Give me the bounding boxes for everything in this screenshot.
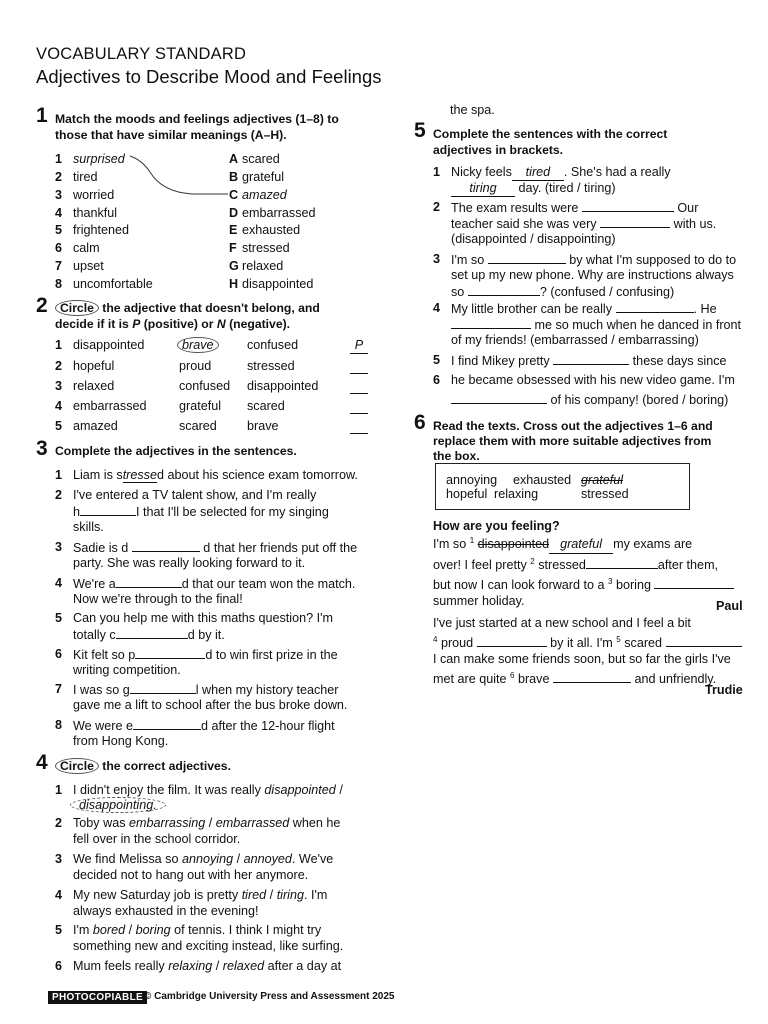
- list-item-line: me so much when he danced in front: [451, 316, 741, 333]
- exercise-instruction: adjectives in brackets.: [433, 143, 564, 157]
- word-box-item: hopeful: [446, 487, 488, 501]
- match-line: [120, 150, 240, 200]
- photocopiable-badge: PHOTOCOPIABLE: [48, 991, 147, 1004]
- list-item-line: h I that I'll be selected for my singing: [73, 505, 329, 519]
- exercise-number: 1: [36, 104, 48, 127]
- exercise-number: 6: [414, 411, 426, 434]
- exercise-instruction: decide if it is P (positive) or N (negative).: [55, 317, 291, 331]
- exercise-instruction: the box.: [433, 449, 480, 463]
- list-item-line: gave me a lift to school after the bus broke down.: [73, 698, 348, 712]
- list-item-line: from Hong Kong.: [73, 734, 169, 748]
- list-item-line: totally c d by it.: [73, 628, 225, 642]
- exercise-instruction: replace them with more suitable adjectives from: [433, 434, 712, 448]
- exercise-instruction: Complete the sentences with the correct: [433, 127, 668, 141]
- exercise-instruction: Match the moods and feelings adjectives (1–8) to: [55, 112, 339, 126]
- list-item-line: so ? (confused / confusing): [451, 285, 675, 299]
- exercise-instruction: Complete the adjectives in the sentences.: [55, 444, 297, 458]
- word-box-item: stressed: [581, 487, 629, 501]
- text-paragraph-2: I've just started at a new school and I feel a bit $^4$ proud by it all. I'm $^5$ scared I can make some friends soon, but so far the girls I've met are quite $^6$ brave and unfriendly.: [433, 615, 753, 688]
- exercise-number: 3: [36, 437, 48, 460]
- list-item-line: (disappointed / disappointing): [451, 232, 616, 246]
- list-item-line: something new and exciting instead, like surfing.: [73, 939, 344, 953]
- exercise-instruction: Circle the adjective that doesn't belong, and: [55, 300, 320, 316]
- text-signature: Trudie: [705, 683, 743, 697]
- list-item-line: fell over in the school corridor.: [73, 832, 241, 846]
- worksheet-category: VOCABULARY STANDARD: [36, 45, 247, 63]
- list-item-line: disappointing.: [70, 797, 166, 813]
- list-item-line: always exhausted in the evening!: [73, 904, 259, 918]
- word-box: [435, 463, 690, 510]
- word-box-item: exhausted: [513, 473, 572, 487]
- list-item-line: tiring day. (tired / tiring): [451, 180, 616, 197]
- list-item-line: decided not to hang out with her anymore.: [73, 868, 309, 882]
- list-item-line: skills.: [73, 520, 104, 534]
- list-item-line: of my friends! (embarrassed / embarrassing): [451, 333, 699, 347]
- exercise-instruction: Circle the correct adjectives.: [55, 758, 231, 774]
- word-box-item: relaxing: [494, 487, 539, 501]
- exercise-number: 4: [36, 751, 48, 774]
- exercise-number: 5: [414, 119, 426, 142]
- exercise-number: 2: [36, 294, 48, 317]
- list-item-line: of his company! (bored / boring): [451, 391, 728, 408]
- list-item-line: set up my new phone. Why are instructions always: [451, 268, 734, 282]
- exercise-instruction: Read the texts. Cross out the adjectives 1–6 and: [433, 419, 713, 433]
- worksheet-title: Adjectives to Describe Mood and Feelings: [36, 66, 382, 87]
- list-item-line: Now we're through to the final!: [73, 592, 243, 606]
- list-item-line: teacher said she was very with us.: [451, 217, 717, 231]
- list-item-line: writing competition.: [73, 663, 181, 677]
- word-box-item: grateful: [581, 473, 624, 487]
- text-paragraph-1: I'm so $^1$ disappointed grateful my exams are over! I feel pretty $^2$ stressed after them, but now I can look forward to a $^3$ boring summer holiday.: [433, 533, 753, 610]
- text-heading: How are you feeling?: [433, 519, 560, 533]
- word-box-item: annoying: [446, 473, 498, 487]
- list-item-line: party. She was really looking forward to it.: [73, 556, 306, 570]
- copyright-notice: © Cambridge University Press and Assessment 2025: [144, 991, 395, 1002]
- list-item-line: the spa.: [450, 103, 495, 117]
- text-signature: Paul: [716, 599, 743, 613]
- exercise-instruction: those that have similar meanings (A–H).: [55, 128, 287, 142]
